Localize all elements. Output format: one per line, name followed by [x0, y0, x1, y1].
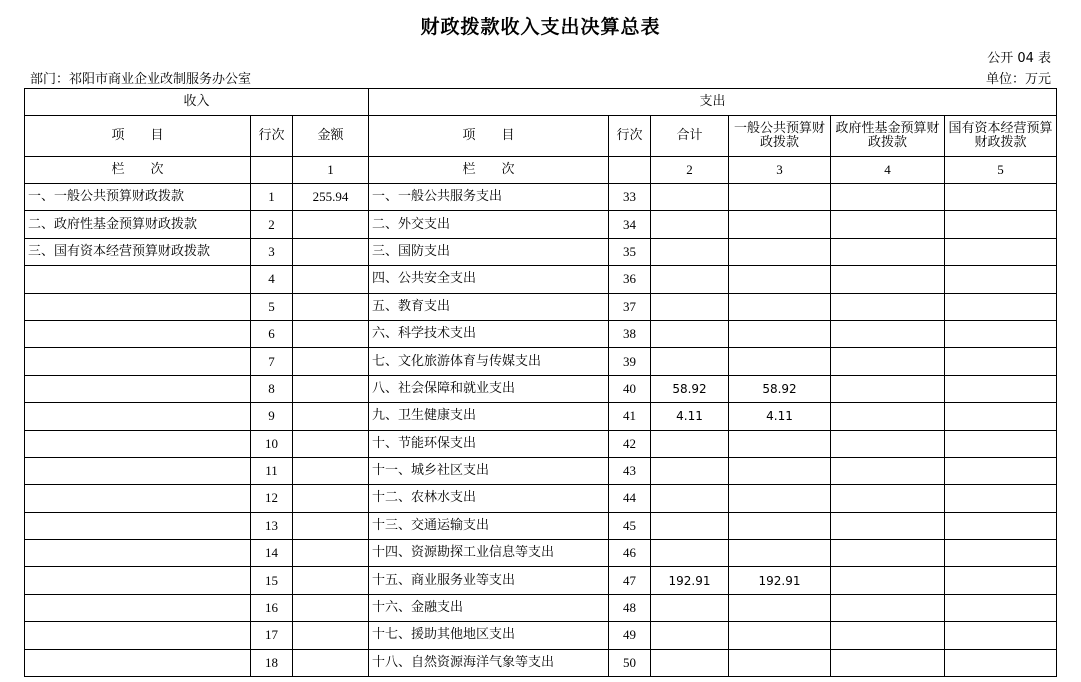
gov-fund-cell — [831, 567, 945, 594]
general-budget-cell — [729, 594, 831, 621]
income-item-cell — [25, 649, 251, 676]
income-item-header: 项 目 — [25, 116, 251, 157]
income-row-no-cell: 15 — [251, 567, 293, 594]
general-budget-cell — [729, 457, 831, 484]
table-row — [25, 238, 1057, 265]
expense-row-no-header: 行次 — [609, 116, 651, 157]
income-amount-header: 金额 — [293, 116, 369, 157]
income-item-cell — [25, 594, 251, 621]
general-budget-cell — [729, 512, 831, 539]
general-budget-cell — [729, 485, 831, 512]
expense-row-no-cell: 40 — [609, 375, 651, 402]
expense-row-no-cell: 46 — [609, 540, 651, 567]
income-amount-cell — [293, 512, 369, 539]
state-capital-cell — [945, 293, 1057, 320]
expense-item-cell: 五、教育支出 — [369, 293, 609, 320]
total-cell — [651, 211, 729, 238]
column-header-row — [25, 116, 1057, 157]
income-amount-cell — [293, 293, 369, 320]
table-row — [25, 649, 1057, 676]
total-cell — [651, 485, 729, 512]
table-row — [25, 211, 1057, 238]
col-number-2: 2 — [651, 157, 729, 184]
expense-row-no-cell: 45 — [609, 512, 651, 539]
page-title: 财政拨款收入支出决算总表 — [420, 16, 661, 38]
table-row — [25, 403, 1057, 430]
expense-item-cell: 十七、援助其他地区支出 — [369, 622, 609, 649]
col-number-3: 3 — [729, 157, 831, 184]
income-row-no-cell: 17 — [251, 622, 293, 649]
department-label: 部门：祁阳市商业企业改制服务办公室 — [30, 72, 252, 87]
table-row — [25, 266, 1057, 293]
lanci-blank — [251, 157, 293, 184]
income-row-no-cell: 7 — [251, 348, 293, 375]
form-number: 公开 04 表 — [987, 51, 1051, 66]
income-amount-cell — [293, 594, 369, 621]
general-budget-cell: 192.91 — [729, 567, 831, 594]
gov-fund-cell — [831, 238, 945, 265]
income-row-no-cell: 10 — [251, 430, 293, 457]
income-row-no-cell: 4 — [251, 266, 293, 293]
total-header: 合计 — [651, 116, 729, 157]
lanci-label-2: 栏 次 — [369, 157, 609, 184]
income-row-no-cell: 2 — [251, 211, 293, 238]
gov-fund-cell — [831, 266, 945, 293]
expense-row-no-cell: 35 — [609, 238, 651, 265]
income-amount-cell — [293, 266, 369, 293]
total-cell — [651, 512, 729, 539]
gov-fund-cell — [831, 348, 945, 375]
state-capital-cell — [945, 348, 1057, 375]
income-amount-cell — [293, 485, 369, 512]
state-capital-cell — [945, 649, 1057, 676]
general-budget-cell — [729, 622, 831, 649]
gov-fund-cell — [831, 320, 945, 347]
gov-fund-cell — [831, 430, 945, 457]
income-amount-cell — [293, 238, 369, 265]
lanci-blank-2 — [609, 157, 651, 184]
total-cell — [651, 540, 729, 567]
expense-item-cell: 十二、农林水支出 — [369, 485, 609, 512]
income-row-no-cell: 5 — [251, 293, 293, 320]
income-amount-cell — [293, 320, 369, 347]
table-row — [25, 594, 1057, 621]
income-row-no-header: 行次 — [251, 116, 293, 157]
total-cell — [651, 293, 729, 320]
income-row-no-cell: 11 — [251, 457, 293, 484]
table-row — [25, 457, 1057, 484]
state-capital-cell — [945, 622, 1057, 649]
expense-item-cell: 七、文化旅游体育与传媒支出 — [369, 348, 609, 375]
general-budget-cell — [729, 649, 831, 676]
state-capital-cell — [945, 540, 1057, 567]
total-cell — [651, 649, 729, 676]
income-amount-cell: 255.94 — [293, 184, 369, 211]
expense-item-cell: 十三、交通运输支出 — [369, 512, 609, 539]
income-item-cell — [25, 430, 251, 457]
section-header-row — [25, 89, 1057, 116]
budget-table — [24, 88, 1057, 677]
state-capital-cell — [945, 594, 1057, 621]
expense-item-cell: 十八、自然资源海洋气象等支出 — [369, 649, 609, 676]
expense-row-no-cell: 34 — [609, 211, 651, 238]
income-row-no-cell: 1 — [251, 184, 293, 211]
general-budget-cell — [729, 293, 831, 320]
state-capital-cell — [945, 320, 1057, 347]
income-item-cell — [25, 512, 251, 539]
income-amount-cell — [293, 403, 369, 430]
expense-row-no-cell: 48 — [609, 594, 651, 621]
expense-item-cell: 三、国防支出 — [369, 238, 609, 265]
total-cell — [651, 457, 729, 484]
table-row — [25, 512, 1057, 539]
income-item-cell — [25, 266, 251, 293]
expense-item-cell: 六、科学技术支出 — [369, 320, 609, 347]
income-row-no-cell: 9 — [251, 403, 293, 430]
income-item-cell — [25, 293, 251, 320]
expense-row-no-cell: 50 — [609, 649, 651, 676]
income-item-cell: 三、国有资本经营预算财政拨款 — [25, 238, 251, 265]
expense-row-no-cell: 38 — [609, 320, 651, 347]
gov-fund-cell — [831, 184, 945, 211]
table-row — [25, 293, 1057, 320]
general-budget-cell — [729, 238, 831, 265]
general-budget-cell: 58.92 — [729, 375, 831, 402]
table-row — [25, 430, 1057, 457]
total-cell — [651, 184, 729, 211]
table-row — [25, 375, 1057, 402]
col-number-5: 5 — [945, 157, 1057, 184]
state-capital-cell — [945, 430, 1057, 457]
income-item-cell — [25, 320, 251, 347]
total-cell: 58.92 — [651, 375, 729, 402]
expense-item-cell: 二、外交支出 — [369, 211, 609, 238]
income-item-cell: 一、一般公共预算财政拨款 — [25, 184, 251, 211]
gov-fund-cell — [831, 457, 945, 484]
table-row — [25, 485, 1057, 512]
income-amount-cell — [293, 348, 369, 375]
income-amount-cell — [293, 567, 369, 594]
expense-item-header: 项 目 — [369, 116, 609, 157]
income-row-no-cell: 12 — [251, 485, 293, 512]
gov-fund-cell — [831, 485, 945, 512]
income-amount-cell — [293, 540, 369, 567]
gov-fund-cell — [831, 375, 945, 402]
col-number-4: 4 — [831, 157, 945, 184]
expense-row-no-cell: 49 — [609, 622, 651, 649]
income-row-no-cell: 6 — [251, 320, 293, 347]
gov-fund-cell — [831, 211, 945, 238]
total-cell — [651, 266, 729, 293]
general-budget-header: 一般公共预算财政拨款 — [729, 116, 831, 157]
table-row — [25, 348, 1057, 375]
table-row — [25, 320, 1057, 347]
expense-row-no-cell: 47 — [609, 567, 651, 594]
total-cell — [651, 348, 729, 375]
income-item-cell — [25, 348, 251, 375]
general-budget-cell — [729, 348, 831, 375]
general-budget-cell — [729, 184, 831, 211]
expense-row-no-cell: 36 — [609, 266, 651, 293]
expense-item-cell: 十五、商业服务业等支出 — [369, 567, 609, 594]
gov-fund-cell — [831, 403, 945, 430]
income-amount-cell — [293, 457, 369, 484]
gov-fund-cell — [831, 540, 945, 567]
income-section-header: 收入 — [25, 89, 369, 116]
income-item-cell — [25, 403, 251, 430]
col-number-1: 1 — [293, 157, 369, 184]
total-cell — [651, 622, 729, 649]
expense-row-no-cell: 43 — [609, 457, 651, 484]
gov-fund-cell — [831, 649, 945, 676]
state-capital-cell — [945, 512, 1057, 539]
income-row-no-cell: 16 — [251, 594, 293, 621]
total-cell — [651, 238, 729, 265]
total-cell: 192.91 — [651, 567, 729, 594]
income-amount-cell — [293, 430, 369, 457]
income-row-no-cell: 13 — [251, 512, 293, 539]
expense-row-no-cell: 41 — [609, 403, 651, 430]
income-amount-cell — [293, 375, 369, 402]
expense-section-header: 支出 — [369, 89, 1057, 116]
gov-fund-header: 政府性基金预算财政拨款 — [831, 116, 945, 157]
table-row — [25, 184, 1057, 211]
expense-row-no-cell: 42 — [609, 430, 651, 457]
income-item-cell — [25, 540, 251, 567]
column-number-row — [25, 157, 1057, 184]
general-budget-cell: 4.11 — [729, 403, 831, 430]
lanci-label: 栏 次 — [25, 157, 251, 184]
income-row-no-cell: 3 — [251, 238, 293, 265]
state-capital-cell — [945, 238, 1057, 265]
general-budget-cell — [729, 211, 831, 238]
state-capital-cell — [945, 485, 1057, 512]
expense-row-no-cell: 44 — [609, 485, 651, 512]
expense-item-cell: 十一、城乡社区支出 — [369, 457, 609, 484]
unit-label: 单位：万元 — [985, 72, 1051, 87]
state-capital-cell — [945, 211, 1057, 238]
income-item-cell — [25, 375, 251, 402]
total-cell — [651, 594, 729, 621]
income-row-no-cell: 8 — [251, 375, 293, 402]
general-budget-cell — [729, 430, 831, 457]
income-row-no-cell: 18 — [251, 649, 293, 676]
table-row — [25, 622, 1057, 649]
expense-item-cell: 八、社会保障和就业支出 — [369, 375, 609, 402]
expense-item-cell: 九、卫生健康支出 — [369, 403, 609, 430]
state-capital-cell — [945, 375, 1057, 402]
expense-row-no-cell: 33 — [609, 184, 651, 211]
expense-row-no-cell: 39 — [609, 348, 651, 375]
state-capital-header: 国有资本经营预算财政拨款 — [945, 116, 1057, 157]
table-row — [25, 567, 1057, 594]
state-capital-cell — [945, 266, 1057, 293]
total-cell — [651, 430, 729, 457]
income-item-cell — [25, 567, 251, 594]
state-capital-cell — [945, 457, 1057, 484]
state-capital-cell — [945, 184, 1057, 211]
gov-fund-cell — [831, 512, 945, 539]
general-budget-cell — [729, 266, 831, 293]
general-budget-cell — [729, 320, 831, 347]
expense-item-cell: 四、公共安全支出 — [369, 266, 609, 293]
state-capital-cell — [945, 403, 1057, 430]
state-capital-cell — [945, 567, 1057, 594]
income-item-cell — [25, 457, 251, 484]
income-item-cell: 二、政府性基金预算财政拨款 — [25, 211, 251, 238]
expense-item-cell: 十四、资源勘探工业信息等支出 — [369, 540, 609, 567]
general-budget-cell — [729, 540, 831, 567]
income-amount-cell — [293, 649, 369, 676]
total-cell: 4.11 — [651, 403, 729, 430]
income-item-cell — [25, 622, 251, 649]
income-item-cell — [25, 485, 251, 512]
gov-fund-cell — [831, 622, 945, 649]
income-row-no-cell: 14 — [251, 540, 293, 567]
expense-item-cell: 十、节能环保支出 — [369, 430, 609, 457]
gov-fund-cell — [831, 594, 945, 621]
table-row — [25, 540, 1057, 567]
income-amount-cell — [293, 211, 369, 238]
expense-item-cell: 一、一般公共服务支出 — [369, 184, 609, 211]
income-amount-cell — [293, 622, 369, 649]
expense-item-cell: 十六、金融支出 — [369, 594, 609, 621]
total-cell — [651, 320, 729, 347]
expense-row-no-cell: 37 — [609, 293, 651, 320]
gov-fund-cell — [831, 293, 945, 320]
